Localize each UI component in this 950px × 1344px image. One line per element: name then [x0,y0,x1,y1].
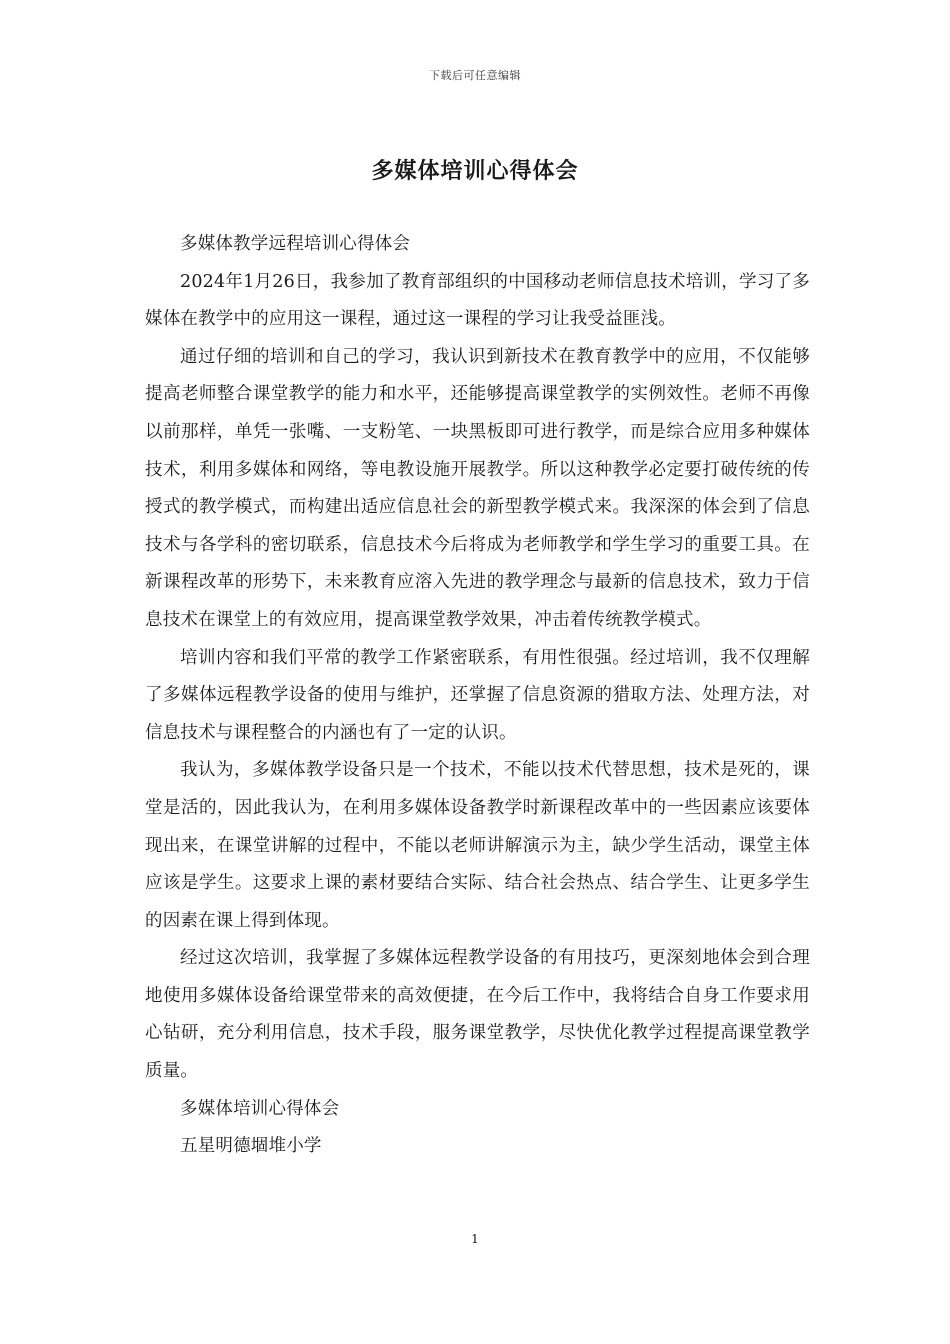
page-number: 1 [471,1232,479,1246]
paragraph-new-technology: 通过仔细的培训和自己的学习，我认识到新技术在教育教学中的应用，不仅能够提高老师整合课堂教学的能力和水平，还能够提高课堂教学的实例效性。老师不再像以前那样，单凭一张嘴、一支粉笔、一块黑板即可进行教学，而是综合应用多种媒体技术，利用多媒体和网络，等电教设施开展教学。所以这种教学必定要打破传统的传授式的教学模式，而构建出适应信息社会的新型教学模式来。我深深的体会到了信息技术与各学科的密切联系，信息技术今后将成为老师教学和学生学习的重要工具。在新课程改革的形势下，未来教育应溶入先进的教学理念与最新的信息技术，致力于信息技术在课堂上的有效应用，提高课堂教学效果，冲击着传统教学模式。 [145,346,810,630]
paragraph-conclusion: 经过这次培训，我掌握了多媒体远程教学设备的有用技巧，更深刻地体会到合理地使用多媒体设备给课堂带来的高效便捷，在今后工作中，我将结合自身工作要求用心钻研，充分利用信息，技术手段，服务课堂教学，尽快优化教学过程提高课堂教学质量。 [145,948,810,1082]
paragraph-school-name: 五星明德堌堆小学 [180,1136,322,1157]
paragraph-opinion: 我认为，多媒体教学设备只是一个技术，不能以技术代替思想，技术是死的，课堂是活的，因此我认为，在利用多媒体设备教学时新课程改革中的一些因素应该要体现出来，在课堂讲解的过程中，不能以老师讲解演示为主，缺少学生活动，课堂主体应该是学生。这要求上课的素材要结合实际、结合社会热点、结合学生、让更多学生的因素在课上得到体现。 [145,760,810,931]
paragraph-intro: 2024年1月26日，我参加了教育部组织的中国移动老师信息技术培训，学习了多媒体在教学中的应用这一课程，通过这一课程的学习让我受益匪浅。 [145,271,810,330]
paragraph-closing-title: 多媒体培训心得体会 [180,1098,340,1119]
document-title: 多媒体培训心得体会 [371,158,579,184]
header-note: 下载后可任意编辑 [429,69,521,82]
paragraph-training-content: 培训内容和我们平常的教学工作紧密联系，有用性很强。经过培训，我不仅理解了多媒体远程教学设备的使用与维护，还掌握了信息资源的猎取方法、处理方法，对信息技术与课程整合的内涵也有了一定的认识。 [145,647,810,743]
document-body [145,226,810,1166]
paragraph-subtitle: 多媒体教学远程培训心得体会 [180,234,411,254]
